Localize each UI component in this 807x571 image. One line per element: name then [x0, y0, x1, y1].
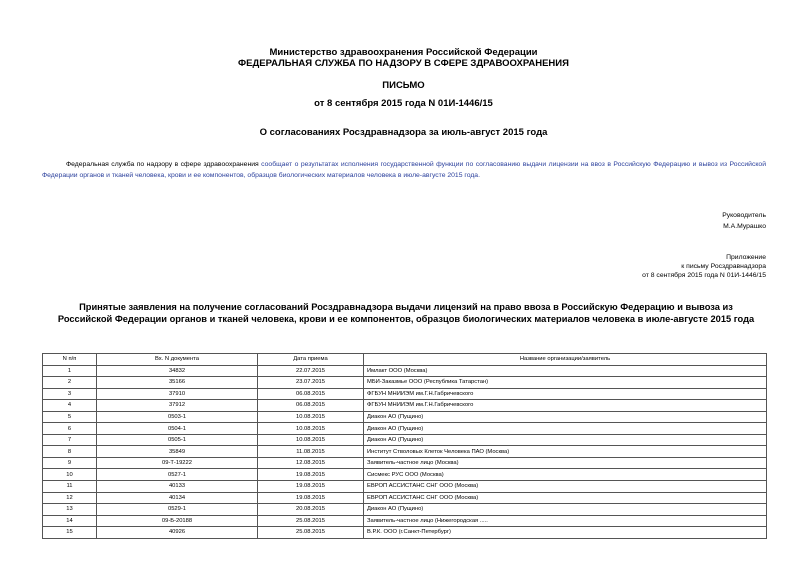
- cell-doc-number: 0503-1: [97, 411, 258, 423]
- cell-organization: Заявитель-частное лицо (Нижегородская .....: [364, 515, 767, 527]
- table-row: [43, 365, 767, 377]
- cell-organization: Диакон АО (Пущино): [364, 423, 767, 435]
- cell-date: 10.08.2015: [258, 411, 364, 423]
- cell-doc-number: 40134: [97, 492, 258, 504]
- table-row: [43, 400, 767, 412]
- table-row: [43, 527, 767, 539]
- table-row: [43, 457, 767, 469]
- cell-number: 7: [43, 434, 97, 446]
- cell-doc-number: 37912: [97, 400, 258, 412]
- appendix-ref-1: к письму Росздравнадзора: [681, 263, 766, 270]
- cell-number: 5: [43, 411, 97, 423]
- cell-organization: Диакон АО (Пущино): [364, 504, 767, 516]
- signature-position: Руководитель: [722, 212, 766, 219]
- cell-doc-number: 40926: [97, 527, 258, 539]
- cell-doc-number: 37910: [97, 388, 258, 400]
- service-title: ФЕДЕРАЛЬНАЯ СЛУЖБА ПО НАДЗОРУ В СФЕРЕ ЗДРАВООХРАНЕНИЯ: [238, 58, 569, 69]
- cell-number: 1: [43, 365, 97, 377]
- cell-organization: В.Р.К. ООО (г.Санкт-Петербург): [364, 527, 767, 539]
- ministry-title: Министерство здравоохранения Российской Федерации: [269, 47, 538, 58]
- applications-table: [42, 353, 767, 539]
- cell-date: 20.08.2015: [258, 504, 364, 516]
- cell-number: 8: [43, 446, 97, 458]
- cell-date: 06.08.2015: [258, 388, 364, 400]
- body-text: Федеральная служба по надзору в сфере здравоохранения: [66, 161, 259, 168]
- cell-number: 10: [43, 469, 97, 481]
- cell-number: 14: [43, 515, 97, 527]
- cell-date: 06.08.2015: [258, 400, 364, 412]
- cell-date: 19.08.2015: [258, 492, 364, 504]
- cell-doc-number: 09-Б-20188: [97, 515, 258, 527]
- cell-number: 2: [43, 377, 97, 389]
- table-row: [43, 515, 767, 527]
- header-date: Дата приема: [258, 354, 364, 366]
- cell-date: 10.08.2015: [258, 434, 364, 446]
- table-row: [43, 377, 767, 389]
- appendix-ref-2: от 8 сентября 2015 года N 01И-1446/15: [642, 272, 766, 279]
- table-header-row: [43, 354, 767, 366]
- cell-number: 3: [43, 388, 97, 400]
- table-title: Принятые заявления на получение согласований Росздравнадзора выдачи лицензий на право ввоза в Российскую Федерацию и вывоза из Российской Федерации органов и тканей человека, крови и ее компонентов, образцов биологических материалов человека в июле-августе 2015 года: [57, 302, 755, 324]
- table-row: [43, 504, 767, 516]
- cell-number: 15: [43, 527, 97, 539]
- cell-organization: Диакон АО (Пущино): [364, 411, 767, 423]
- cell-date: 11.08.2015: [258, 446, 364, 458]
- header-doc-number: Вх. N документа: [97, 354, 258, 366]
- cell-organization: МБИ-Заказмье ООО (Республика Татарстан): [364, 377, 767, 389]
- cell-doc-number: 0527-1: [97, 469, 258, 481]
- cell-doc-number: 0504-1: [97, 423, 258, 435]
- letter-body: [42, 159, 766, 181]
- table-row: [43, 481, 767, 493]
- cell-date: 10.08.2015: [258, 423, 364, 435]
- table-row: [43, 492, 767, 504]
- table-row: [43, 411, 767, 423]
- cell-organization: ФГБУН МНИИЭМ им.Г.Н.Габричевского: [364, 388, 767, 400]
- cell-number: 4: [43, 400, 97, 412]
- cell-date: 19.08.2015: [258, 469, 364, 481]
- cell-number: 11: [43, 481, 97, 493]
- cell-doc-number: 35849: [97, 446, 258, 458]
- header-organization: Название организации/заявитель: [364, 354, 767, 366]
- cell-organization: Диакон АО (Пущино): [364, 434, 767, 446]
- document-date: от 8 сентября 2015 года N 01И-1446/15: [314, 98, 493, 109]
- cell-doc-number: 35166: [97, 377, 258, 389]
- cell-organization: ЕВРОП АССИСТАНС СНГ ООО (Москва): [364, 492, 767, 504]
- cell-date: 25.08.2015: [258, 527, 364, 539]
- cell-doc-number: 34832: [97, 365, 258, 377]
- appendix-label: Приложение: [726, 254, 766, 261]
- cell-doc-number: 0529-1: [97, 504, 258, 516]
- cell-date: 25.08.2015: [258, 515, 364, 527]
- table-row: [43, 434, 767, 446]
- cell-number: 6: [43, 423, 97, 435]
- cell-doc-number: 0505-1: [97, 434, 258, 446]
- table-body: [43, 365, 767, 538]
- cell-doc-number: 40133: [97, 481, 258, 493]
- signature-name: М.А.Мурашко: [723, 223, 766, 230]
- cell-organization: Заявитель-частное лицо (Москва): [364, 457, 767, 469]
- cell-organization: Институт Стволовых Клеток Человека ПАО (Москва): [364, 446, 767, 458]
- cell-organization: ФГБУН МНИИЭМ им.Г.Н.Габричевского: [364, 400, 767, 412]
- cell-organization: Сисмекс РУС ООО (Москва): [364, 469, 767, 481]
- cell-date: 23.07.2015: [258, 377, 364, 389]
- table-row: [43, 388, 767, 400]
- cell-number: 9: [43, 457, 97, 469]
- table-row: [43, 446, 767, 458]
- cell-organization: Имлакт ООО (Москва): [364, 365, 767, 377]
- cell-organization: ЕВРОП АССИСТАНС СНГ ООО (Москва): [364, 481, 767, 493]
- cell-number: 12: [43, 492, 97, 504]
- document-type: ПИСЬМО: [382, 80, 425, 91]
- cell-date: 19.08.2015: [258, 481, 364, 493]
- document-subject: О согласованиях Росздравнадзора за июль-август 2015 года: [259, 127, 548, 138]
- cell-date: 22.07.2015: [258, 365, 364, 377]
- cell-doc-number: 09-Т-19222: [97, 457, 258, 469]
- header-number: N п/п: [43, 354, 97, 366]
- cell-date: 12.08.2015: [258, 457, 364, 469]
- table-row: [43, 423, 767, 435]
- body-link-text[interactable]: сообщает о результатах исполнения государственной функции по согласованию выдачи лицензии на ввоз в Российскую Федерацию и вывоз из Российской Федерации органов и тканей человека, крови и ее компонентов, образцов биологических материалов человека в июле-августе 2015 года.: [42, 161, 766, 179]
- cell-number: 13: [43, 504, 97, 516]
- table-row: [43, 469, 767, 481]
